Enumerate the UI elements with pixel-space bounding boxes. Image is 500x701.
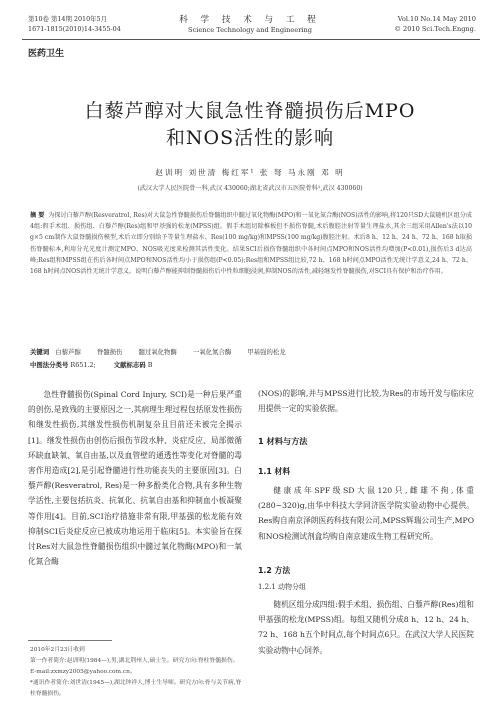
doc-code-value: B	[147, 361, 153, 369]
journal-name-en: Science Technology and Engineering	[188, 26, 312, 34]
body-left-column	[28, 387, 242, 569]
keyword: 白藜芦醇	[55, 348, 81, 356]
paper-title-line-2: 和NOS活性的影响	[165, 127, 335, 149]
received-date: 2010年2月23日收到	[30, 647, 85, 653]
clc-label: 中图法分类号	[30, 361, 69, 369]
paper-title-line-1: 白藜芦醇对大鼠急性脊髓损伤后MPO	[84, 100, 416, 122]
body-right-intro	[258, 386, 474, 416]
keyword: 脊髓损伤	[96, 348, 123, 356]
abstract-label: 摘 要	[30, 212, 45, 219]
abstract-text: 为探讨白藜芦醇(Resveratrol, Res)对大鼠急性脊髓损伤后脊髓组织中髓过氧化物酶(MPO)和一氧化氮合酶(NOS)活性的影响,将120只SD大鼠随机区组分成4组:假手术组、损伤组、白藜芦醇(Res)组和甲基强的松龙(MPSS)组。假手术组切除椎板但不损伤脊髓,术后腹腔注射等量生理盐水,其余三组采用Allen's法以10 g×5 cm制作大鼠脊髓损伤模型,术后立即分别给予等量生理盐水、Res(100 mg/kg)和MPSS(100 mg/kg)腹腔注射。术后8 h、12 h、24 h、72 h、168 h取损伤脊髓标本,利用分光光度计测定MPO、NOS吸光度来检测其活性变化。结果SCI后损伤脊髓组织中各时间点MPO和NOS活性均增加(P<0.01),损伤后3 d达高峰;Res组和MPSS组在伤后各时间点MPO和NOS活性均小于损伤组(P<0.05);Res组和MPSS组比较,72 h、168 h时间点MPO活性无统计学意义,24 h、72 h、168 h时间点NOS活性无统计学意义。说明白藜芦醇能抑制脊髓损伤后中性粒细胞浸润,抑制NOS的活性,减轻继发性脊髓损伤,对SCI具有保护和治疗作用。	[30, 212, 472, 276]
abstract	[30, 210, 472, 277]
grouping-paragraph: 随机区组分成四组:假手术组、损伤组、白藜芦醇(Res)组和甲基强的松龙(MPSS)组。每组又随机分成8 h、12 h、24 h、72 h、168 h五个时间点,每个时间点6只。在武汉大学人民医院实验动物中心饲养。	[258, 600, 474, 655]
heading-materials: 1.1 材料	[258, 467, 291, 476]
keyword: 一氧化氮合酶	[192, 348, 232, 356]
heading-methods: 1.2 方法	[258, 566, 291, 575]
grouping-section	[258, 597, 474, 658]
keywords	[30, 347, 472, 356]
materials-section	[258, 483, 474, 544]
intro-continuation: (NOS)的影响,并与MPSS进行比较,为Res的市场开发与临床应用提供一定的实验依据。	[258, 389, 474, 414]
journal-name-cn: 科 学 技 术 与 工 程	[179, 15, 321, 25]
intro-paragraph: 急性脊髓损伤(Spinal Cord Injury, SCI)是一种后果严重的创伤,是致残的主要原因之一,其病理生理过程包括原发性损伤和继发性损伤,其继发性损伤机制复杂且目前还未被完全揭示[1]。继发性损伤由创伤后损伤节段水肿、炎症反应、局部微循环缺血缺氧、氧自由基,以及血管壁的通透性等变化对脊髓的毒害作用造成[2],是引起脊髓进行性功能丧失的主要原因[3]。白藜芦醇(Resveratrol, Res)是一种多酚类化合物,具有多种生物学活性,主要包括抗炎、抗氧化、抗氧自由基和抑制血小板凝聚等作用[4]。目前,SCI治疗措施非常有限,甲基强的松龙能有效抑制SCI后炎症反应已被成功地运用于临床[5]。本实验旨在探讨Res对大鼠急性脊髓损伤组织中髓过氧化物酶(MPO)和一氧化氮合酶	[28, 390, 242, 567]
classification	[30, 360, 472, 369]
corresponding-author-note: *通讯作者简介:刘世清(1945—),湖北钟祥人,博士生导师。研究方向:骨与关节病,脊柱脊髓损伤。	[30, 680, 242, 697]
heading-animal-grouping: 1.2.1 动物分组	[258, 583, 307, 591]
doc-code-label: 文献标志码	[113, 361, 146, 369]
journal-name	[150, 13, 350, 34]
section-label: 医药卫生	[28, 49, 65, 59]
volume-line: Vol.10 No.14 May 2010	[397, 15, 476, 23]
first-author-note: 第一作者简介:赵训明(1984—),男,湖北荆州人,硕士生。研究方向:脊柱脊髓损伤。E-mail:zxmzy2005@yahoo.com.cn。	[30, 658, 239, 675]
journal-issue-info	[28, 14, 121, 34]
header-rule	[22, 39, 480, 40]
issue-line: 第10卷 第14期 2010年5月	[28, 15, 107, 23]
keyword: 甲基强的松龙	[247, 348, 286, 356]
issn-line: 1671-1815(2010)14-3455-04	[28, 25, 121, 33]
affiliation: (武汉大学人民医院骨一科,武汉 430060;湖北省武汉市五医院骨科¹,武汉 430060)	[137, 185, 363, 192]
copyright-line: © 2010 Sci.Tech.Engng.	[394, 25, 476, 33]
materials-paragraph: 健康成年SPF级SD大鼠120只,雌雄不拘,体重(280~320)g,由华中科技大学同济医学院实验动物中心提供。Res购自南京泽朗医药科技有限公司,MPSS辉瑞公司生产,MPO和NOS检测试剂盒均购自南京建成生物工程研究所。	[258, 486, 474, 541]
footnotes	[30, 645, 242, 700]
journal-volume-info	[394, 14, 476, 34]
clc-value: R651.2;	[70, 361, 96, 369]
keywords-label: 关键词	[30, 348, 50, 356]
heading-materials-methods: 1 材料与方法	[258, 436, 308, 446]
keyword: 髓过氧化物酶	[138, 348, 177, 356]
footnote-rule	[28, 640, 112, 641]
author-list: 赵训明 刘世清 梅红军¹ 张 弩 马永刚 邓 明	[155, 168, 345, 177]
